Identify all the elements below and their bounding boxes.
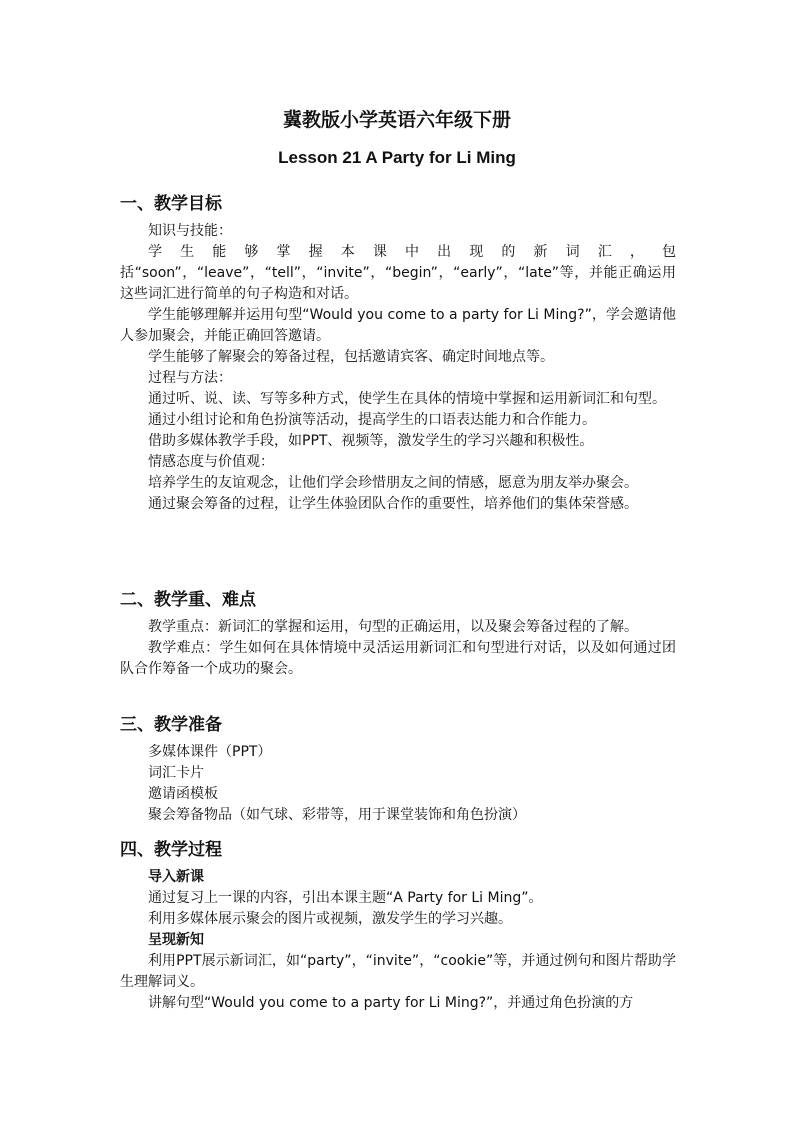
paragraph: 利用多媒体展示聚会的图片或视频，激发学生的学习兴趣。 [148, 911, 512, 927]
list-item: 词汇卡片 [148, 765, 204, 781]
paragraph: 教学难点：学生如何在具体情境中灵活运用新词汇和句型进行对话，以及如何通过团队合作筹备一个成功的聚会。 [120, 640, 676, 677]
paragraph: 情感态度与价值观： [148, 454, 274, 470]
objectives-body [120, 221, 676, 515]
procedure-body [120, 867, 676, 1014]
list-item: 聚会筹备物品（如气球、彩带等，用于课堂装饰和角色扮演） [148, 807, 526, 823]
section-heading-objectives: 一、教学目标 [120, 194, 222, 214]
paragraph: 学生能够了解聚会的筹备过程，包括邀请宾客、确定时间地点等。 [148, 349, 554, 365]
paragraph: 学生能够理解并运用句型“Would you come to a party for Li Ming?”，学会邀请他人参加聚会，并能正确回答邀请。 [120, 307, 676, 344]
paragraph: 教学重点：新词汇的掌握和运用，句型的正确运用，以及聚会筹备过程的了解。 [148, 619, 638, 635]
subheading-presentation: 呈现新知 [148, 932, 204, 948]
document-title: 冀教版小学英语六年级下册 [282, 110, 511, 131]
paragraph: 借助多媒体教学手段，如PPT、视频等，激发学生的学习兴趣和积极性。 [148, 433, 594, 449]
section-heading-preparation: 三、教学准备 [120, 715, 222, 735]
paragraph: 利用PPT展示新词汇，如“party”，“invite”，“cookie”等，并通过例句和图片帮助学生理解词义。 [120, 953, 676, 990]
preparation-list [148, 742, 526, 826]
paragraph: 讲解句型“Would you come to a party for Li Ming?”，并通过角色扮演的方 [148, 995, 634, 1011]
paragraph: 培养学生的友谊观念，让他们学会珍惜朋友之间的情感，愿意为朋友举办聚会。 [148, 475, 638, 491]
key-points-body [120, 617, 676, 680]
paragraph: 通过复习上一课的内容，引出本课主题“A Party for Li Ming”。 [148, 890, 543, 906]
section-heading-procedure: 四、教学过程 [120, 840, 222, 860]
paragraph: 通过聚会筹备的过程，让学生体验团队合作的重要性，培养他们的集体荣誉感。 [148, 496, 638, 512]
list-item: 邀请函模板 [148, 786, 218, 802]
paragraph: 通过小组讨论和角色扮演等活动，提高学生的口语表达能力和合作能力。 [148, 412, 596, 428]
paragraph: 过程与方法： [148, 370, 232, 386]
list-item: 多媒体课件（PPT） [148, 744, 272, 760]
lesson-subtitle: Lesson 21 A Party for Li Ming [278, 148, 516, 167]
subheading-introduction: 导入新课 [148, 869, 204, 885]
paragraph: 学生能够掌握本课中出现的新词汇，包括“soon”，“leave”，“tell”，“invite”，“begin”，“early”，“late”等，并能正确运用这些词汇进行简单的句子构造和对话。 [120, 244, 676, 302]
paragraph: 通过听、说、读、写等多种方式，使学生在具体的情境中掌握和运用新词汇和句型。 [148, 391, 666, 407]
section-heading-key-points: 二、教学重、难点 [120, 590, 256, 610]
paragraph: 知识与技能： [148, 223, 232, 239]
